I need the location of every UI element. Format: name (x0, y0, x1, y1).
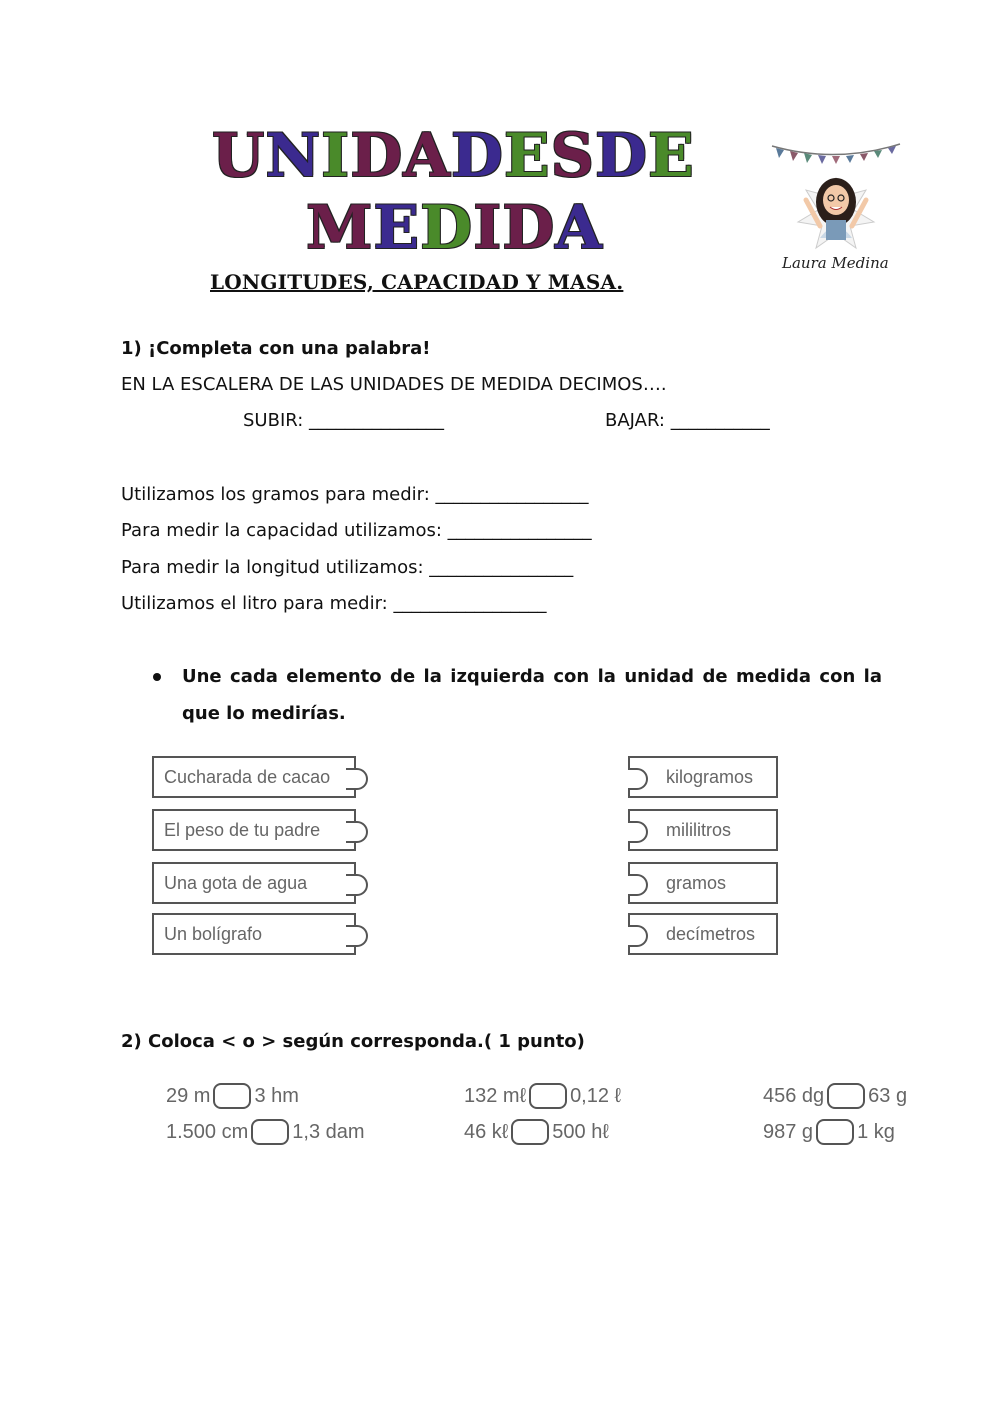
section2-heading: 2) Coloca < o > según corresponda.( 1 punto) (121, 1031, 585, 1052)
comparison-item (166, 1119, 365, 1145)
comparison-answer-box[interactable] (529, 1083, 567, 1109)
title-text-2 (306, 193, 603, 263)
match-right-item[interactable] (628, 809, 778, 851)
match-left-item[interactable] (152, 756, 356, 798)
comparison-left: 29 m (166, 1084, 211, 1107)
fill-line-2[interactable]: Para medir la capacidad utilizamos: ________________ (121, 520, 592, 541)
fill-line-3[interactable]: Para medir la longitud utilizamos: ________________ (121, 557, 574, 578)
matching-instruction: Une cada elemento de la izquierda con la unidad de medida con la que lo medirías. (182, 666, 882, 724)
comparison-left: 46 kℓ (464, 1120, 509, 1143)
title-letter: S (550, 121, 595, 191)
title-letter: E (373, 193, 421, 263)
comparison-item (166, 1083, 299, 1109)
match-left-item[interactable] (152, 809, 356, 851)
puzzle-knob-icon (346, 821, 368, 843)
comparison-left: 456 dg (763, 1084, 825, 1107)
comparison-item (464, 1119, 609, 1145)
title-letter: M (306, 193, 374, 263)
comparison-right: 63 g (868, 1084, 908, 1107)
title-letter: N (265, 121, 322, 191)
match-left-item[interactable] (152, 913, 356, 955)
subir-blank[interactable]: SUBIR: _______________ (243, 410, 444, 431)
comparison-right: 3 hm (254, 1084, 299, 1107)
comparison-item (464, 1083, 621, 1109)
title-letter: E (503, 121, 551, 191)
comparison-item (763, 1083, 907, 1109)
puzzle-slot-icon (628, 821, 648, 843)
title-letter: D (350, 121, 404, 191)
puzzle-slot-icon (628, 874, 648, 896)
avatar-signature: Laura Medina (782, 254, 889, 272)
comparison-answer-box[interactable] (827, 1083, 865, 1109)
comparison-answer-box[interactable] (511, 1119, 549, 1145)
title-letter: E (647, 121, 695, 191)
title-letter: D (450, 121, 504, 191)
bajar-blank[interactable]: BAJAR: ___________ (605, 410, 770, 431)
section1-heading: 1) ¡Completa con una palabra! (121, 338, 431, 359)
title-letter: A (555, 193, 603, 263)
fill-line-4[interactable]: Utilizamos el litro para medir: _________________ (121, 593, 547, 614)
comparison-right: 1,3 dam (292, 1120, 365, 1143)
puzzle-slot-icon (628, 768, 648, 790)
match-left-label: El peso de tu padre (164, 819, 321, 840)
page-title-line-2 (306, 193, 603, 263)
match-left-item[interactable] (152, 862, 356, 904)
title-letter: D (594, 121, 648, 191)
page-title-line-1 (212, 121, 695, 191)
match-right-item[interactable] (628, 862, 778, 904)
fill-line-1[interactable]: Utilizamos los gramos para medir: _________________ (121, 484, 589, 505)
comparison-item (763, 1119, 895, 1145)
title-letter: I (473, 193, 503, 263)
bullet-icon (153, 673, 161, 681)
section1-instruction: EN LA ESCALERA DE LAS UNIDADES DE MEDIDA DECIMOS…. (121, 374, 667, 395)
title-letter: A (403, 121, 451, 191)
comparison-answer-box[interactable] (213, 1083, 251, 1109)
match-right-label: mililitros (666, 819, 731, 840)
title-text-1 (212, 121, 695, 191)
puzzle-knob-icon (346, 874, 368, 896)
match-right-label: kilogramos (666, 766, 754, 787)
title-letter: I (321, 121, 351, 191)
match-left-label: Una gota de agua (164, 872, 308, 893)
comparison-answer-box[interactable] (816, 1119, 854, 1145)
title-letter: D (420, 193, 474, 263)
comparison-answer-box[interactable] (251, 1119, 289, 1145)
match-right-label: decímetros (666, 923, 756, 944)
comparison-left: 132 mℓ (464, 1084, 527, 1107)
title-letter: U (212, 121, 266, 191)
comparison-right: 1 kg (857, 1120, 895, 1143)
comparison-left: 1.500 cm (166, 1120, 249, 1143)
avatar (770, 138, 902, 288)
comparison-right: 0,12 ℓ (570, 1084, 622, 1107)
match-right-item[interactable] (628, 756, 778, 798)
puzzle-knob-icon (346, 768, 368, 790)
match-left-label: Un bolígrafo (164, 923, 263, 944)
comparison-left: 987 g (763, 1120, 814, 1143)
match-left-label: Cucharada de cacao (164, 766, 331, 787)
puzzle-knob-icon (346, 925, 368, 947)
match-right-label: gramos (666, 872, 727, 893)
match-right-item[interactable] (628, 913, 778, 955)
page-subtitle: LONGITUDES, CAPACIDAD Y MASA. (210, 270, 624, 294)
puzzle-slot-icon (628, 925, 648, 947)
title-letter: D (502, 193, 556, 263)
comparison-right: 500 hℓ (552, 1120, 609, 1143)
